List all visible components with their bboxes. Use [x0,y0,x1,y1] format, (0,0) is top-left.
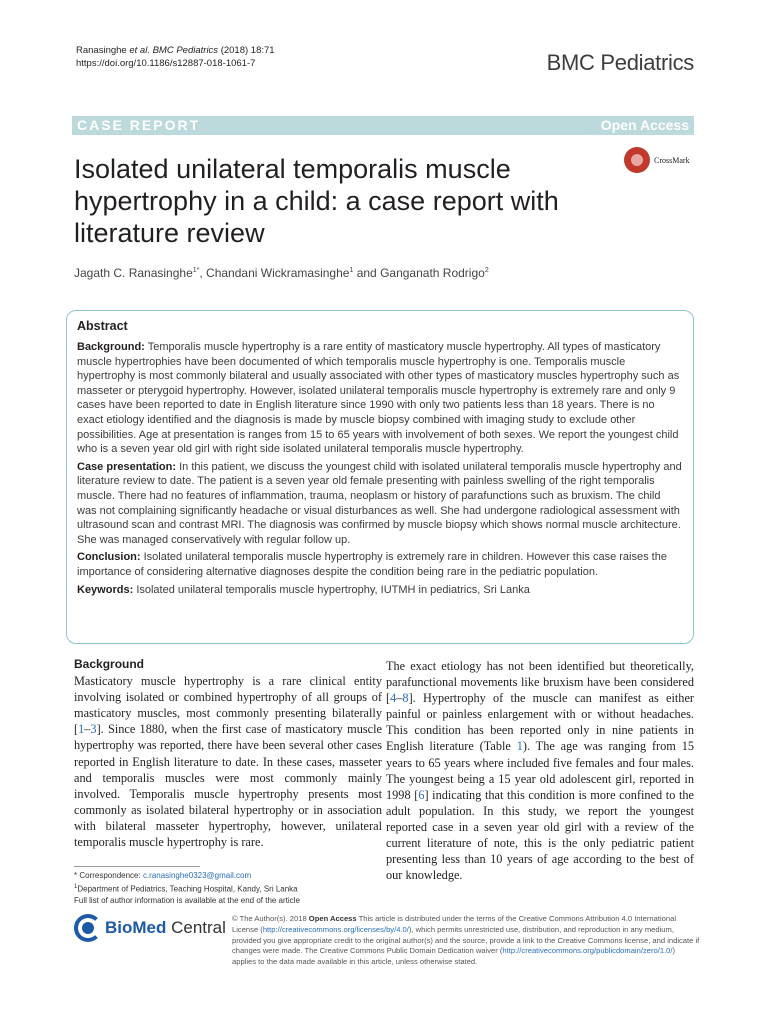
citation-link[interactable]: 8 [402,691,409,706]
article-type-label: CASE REPORT [77,117,201,133]
biomed-central-wordmark: BioMed Central [105,918,226,937]
citation-link[interactable]: 4 [390,691,397,706]
cc0-waiver-link[interactable]: http://creativecommons.org/publicdomain/zero/1.0/ [502,946,673,956]
author-info-note: Full list of author information is available at the end of the article [74,895,300,905]
biomed-central-logo [74,914,226,942]
footnote-divider [74,866,200,867]
open-access-label: Open Access [600,117,689,133]
table-link[interactable]: 1 [516,739,523,754]
affiliation-line: $^1$Department of Pediatrics, Teaching Hospital, Kandy, Sri Lanka [74,883,298,894]
author-name[interactable]: Jagath C. Ranasinghe [74,266,193,280]
citation-link[interactable]: 1 [78,722,85,737]
crossmark-label: CrossMark [654,155,690,165]
cc-by-license-link[interactable]: http://creativecommons.org/licenses/by/4.0/ [262,924,409,934]
abstract-background: Background: Temporalis muscle hypertrophy is a rare entity of masticatory muscle hypertrophy. All types of masticatory muscle hypertrophies have been documented of which temporalis muscle hypertrophy is one. Temporalis muscle hypertrophy is most commonly bilateral and usually associated with other types of masticatory muscles hypertrophy such as masseter or pterygoid hypertrophy. However, isolated unilateral temporalis muscle hypertrophy is extremely rare and only 9 cases have been reported to date in English literature since 1990 with only two patients less than 18 years. There is no exact etiology identified and the diagnosis is made by muscle biopsy combined with imaging study to exclude other possibilities. Age at presentation is ranges from 15 to 65 years with involvement of both sexes. We report the youngest child who is a seven year old girl with right side isolated unilateral temporalis muscle hypertrophy. [77,341,680,456]
crossmark-badge[interactable] [624,147,690,173]
doi-link[interactable]: https://doi.org/10.1186/s12887-018-1061-7 [76,58,256,69]
author-list: Jagath C. Ranasinghe$^{1*}$, Chandani Wickramasinghe$^1$ and Ganganath Rodrigo$^2$ [74,266,489,280]
abstract-case-presentation: Case presentation: In this patient, we discuss the youngest child with isolated unilateral temporalis muscle hypertrophy and literature review to date. The patient is a seven year old female presenting with painless swelling of the right temporalis muscle. There had no features of inflammation, trauma, neoplasm or history of parafunctions such as bruxism. The child was not complaining significantly headache or visual disturbances as well. She had undergone radiological assessment with ultrasound scan and contrast MRI. The diagnosis was confirmed by muscle biopsy which shows normal muscle architecture. She was managed conservatively with regular follow up. [77,460,682,546]
journal-brand: BMC Pediatrics [546,50,694,75]
author-affiliation-mark: 1 [349,267,354,274]
citation-link[interactable]: 3 [90,722,97,737]
abstract-box [66,310,694,644]
body-column-left [74,656,382,850]
abstract-keywords: Keywords: Isolated unilateral temporalis muscle hypertrophy, IUTMH in pediatrics, Sri Lanka [77,583,530,596]
section-heading-background: Background [74,657,145,671]
correspondence-email-link[interactable]: c.ranasinghe0323@gmail.com [142,871,252,880]
article-type-banner [72,116,694,135]
license-statement: © The Author(s). 2018 Open Access This article is distributed under the terms of the Creative Commons Attribution 4.0 International License (http://creativecommons.org/licenses/by/4.0/), which permits unrestricted use, distribution, and reproduction in any medium, provided you give appropriate credit to the original author(s) and the source, provide a link to the Creative Commons license, and indicate if changes were made. The Creative Commons Public Domain Dedication waiver (http://creativecommons.org/publicdomain/zero/1.0/) applies to the data made available in this article, unless otherwise stated. [232,914,700,967]
citation-line: Ranasinghe et al. BMC Pediatrics (2018) 18:71 [76,45,275,56]
author-affiliation-mark: 2 [484,267,489,274]
crossmark-icon [624,147,650,173]
abstract-conclusion: Conclusion: Isolated unilateral temporalis muscle hypertrophy is extremely rare in children. However this case raises the importance of considering alternative diagnoses despite the condition being rare in the pediatric population. [77,551,667,578]
correspondence-line: * Correspondence: c.ranasinghe0323@gmail.com [74,871,252,880]
author-affiliation-mark: 1* [192,267,200,274]
body-column-right [386,658,694,883]
author-name[interactable]: Ganganath Rodrigo [380,266,485,280]
footnotes [74,870,300,906]
biomed-central-swirl-icon [74,914,102,942]
citation-link[interactable]: 6 [418,787,425,802]
body-paragraph: Masticatory muscle hypertrophy is a rare clinical entity involving isolated or combined hypertrophy of all groups of masticatory muscles, most commonly presenting bilaterally [1–3]. Since 1880, when the first case of masticatory muscle hypertrophy was reported, there have been several other cases reported in English literature to date. In these cases, masseter and temporalis muscles were most commonly mainly involved. Temporalis muscle hypertrophy presents most commonly as isolated bilateral hypertrophy or in association with bilateral masseter hypertrophy, however, unilateral temporalis muscle hypertrophy is rare. [74,674,382,850]
abstract-heading: Abstract [77,319,128,333]
article-title: Isolated unilateral temporalis muscle hypertrophy in a child: a case report with literature review [74,154,559,248]
citation-header [76,44,275,70]
body-paragraph: The exact etiology has not been identified but theoretically, parafunctional movements like bruxism have been considered [4–8]. Hypertrophy of the muscle can manifest as either painful or painless enlargement with or without headaches. This condition has been reported only in nine patients in English literature (Table 1). The age was ranging from 15 years to 65 years where included five females and four males. The youngest being a 15 year old adolescent girl, reported in 1998 [6] indicating that this condition is more confined to the adult population. In this study, we report the youngest reported case in a seven year old girl with a review of the current literature of note, this is the only pediatric patient presenting less than 10 years of age according to the best of our knowledge. [386,659,695,883]
author-name[interactable]: Chandani Wickramasinghe [206,266,350,280]
